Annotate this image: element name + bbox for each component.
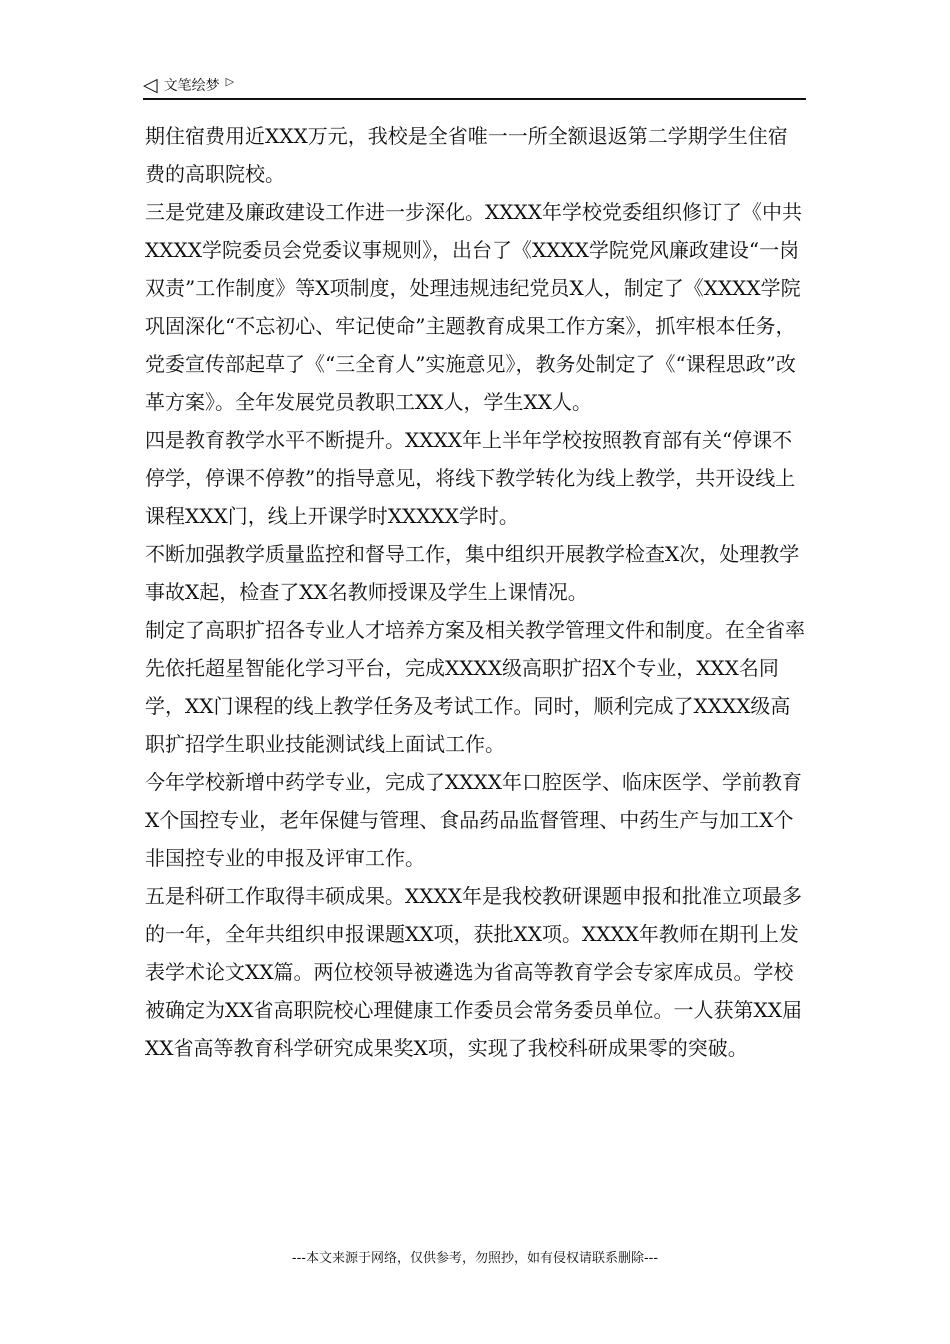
triangle-right-icon: ▷ bbox=[225, 74, 235, 88]
paragraph-quality-monitoring: 不断加强教学质量监控和督导工作，集中组织开展教学检查X次，处理教学事故X起，检查了XX名教师授课及学生上课情况。 bbox=[145, 542, 800, 604]
paragraph-new-majors: 今年学校新增中药学专业，完成了XXXX年口腔医学、临床医学、学前教育X个国控专业，老年保健与管理、食品药品监督管理、中药生产与加工X个非国控专业的申报及评审工作。 bbox=[145, 770, 802, 870]
page-header bbox=[143, 72, 806, 100]
paragraph-continuation: 期住宿费用近XXX万元，我校是全省唯一一所全额退返第二学期学生住宿费的高职院校。 bbox=[145, 124, 788, 186]
document-body bbox=[145, 117, 807, 1067]
footer-notice: ---本文来源于网络，仅供参考，勿照抄，如有侵权请联系删除--- bbox=[291, 1251, 659, 1266]
paragraph-research: 五是科研工作取得丰硕成果。XXXX年是我校教研课题申报和批准立项最多的一年，全年共组织申报课题XX项，获批XX项。XXXX年教师在期刊上发表学术论文XX篇。两位校领导被遴选为省高等教育学会专家库成员。学校被确定为XX省高职院校心理健康工作委员会常务委员单位。一人获第XX届XX省高等教育科学研究成果奖X项，实现了我校科研成果零的突破。 bbox=[145, 884, 802, 1060]
paragraph-enrollment-expansion: 制定了高职扩招各专业人才培养方案及相关教学管理文件和制度。在全省率先依托超星智能化学习平台，完成XXXX级高职扩招X个专业，XXX名同学，XX门课程的线上教学任务及考试工作。同时，顺利完成了XXXX级高职扩招学生职业技能测试线上面试工作。 bbox=[145, 618, 805, 756]
header-brand: 文笔绘梦 bbox=[163, 78, 220, 94]
triangle-left-icon: ◁ bbox=[143, 73, 158, 96]
paragraph-party-building: 三是党建及廉政建设工作进一步深化。XXXX年学校党委组织修订了《中共XXXX学院委员会党委议事规则》，出台了《XXXX学院党风廉政建设“一岗双责”工作制度》等X项制度，处理违规违纪党员X人，制定了《XXXX学院巩固深化“不忘初心、牢记使命”主题教育成果工作方案》，抓牢根本任务，党委宣传部起草了《“三全育人”实施意见》，教务处制定了《“课程思政”改革方案》。全年发展党员教职工XX人，学生XX人。 bbox=[145, 200, 802, 414]
paragraph-teaching-level: 四是教育教学水平不断提升。XXXX年上半年学校按照教育部有关“停课不停学，停课不停教”的指导意见，将线下教学转化为线上教学，共开设线上课程XXX门，线上开课学时XXXXX学时。 bbox=[145, 428, 796, 528]
